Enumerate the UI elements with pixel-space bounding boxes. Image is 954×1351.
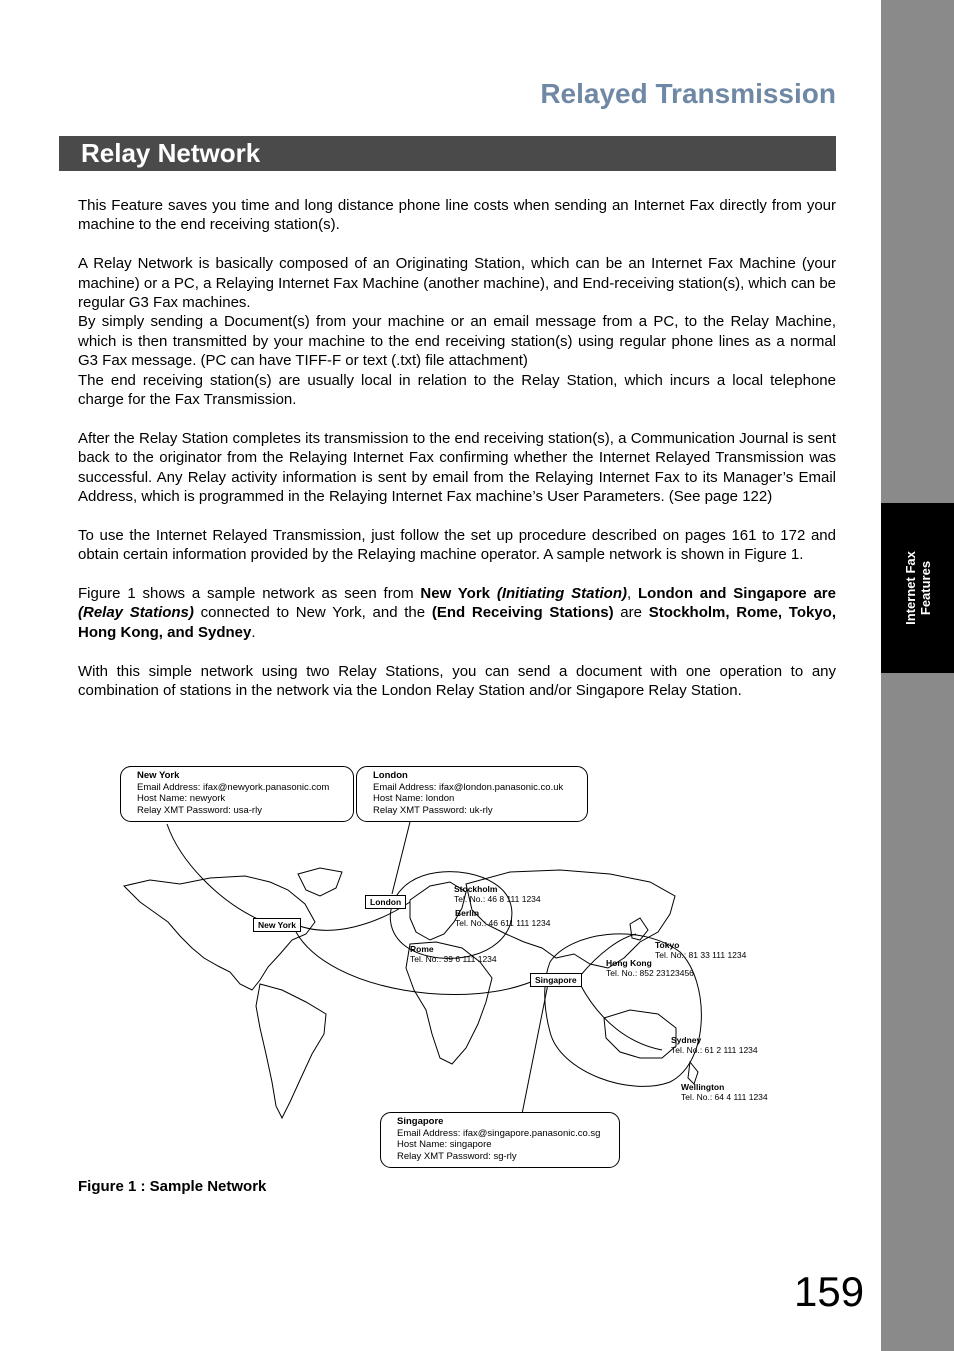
london-map-tag: London [365, 895, 406, 909]
page-number: 159 [794, 1268, 865, 1315]
north-america-outline [124, 876, 315, 990]
station-host: Host Name: singapore [397, 1139, 492, 1150]
city-berlin: Berlin Tel. No.: 46 611 111 1234 [455, 908, 551, 928]
chapter-tab-line1: Internet Fax [902, 551, 918, 625]
city-stockholm: Stockholm Tel. No.: 46 8 111 1234 [454, 884, 541, 904]
figure-caption: Figure 1 : Sample Network [78, 1178, 267, 1195]
city-hongkong: Hong Kong Tel. No.: 852 23123456 [606, 958, 694, 978]
city-rome: Rome Tel. No.: 39 6 111 1234 [410, 944, 497, 964]
station-email: Email Address: ifax@london.panasonic.co.uk [373, 781, 564, 793]
paragraph-2: A Relay Network is basically composed of an Originating Station, which can be an Internet Fax Machine (your machine) or a PC, a Relaying Internet Fax Machine (another machine), and End-receiving station(s), which can be regular G3 Fax machines. [78, 255, 836, 312]
london-station-box [356, 766, 588, 822]
ny-box-leader [167, 824, 260, 920]
south-america-outline [256, 984, 326, 1118]
sample-network-figure [110, 762, 800, 1172]
station-name: Singapore [397, 1116, 444, 1127]
australia-outline [604, 1010, 676, 1058]
city-tokyo: Tokyo Tel. No.: 81 33 111 1234 [655, 940, 747, 960]
section-title: Relay Network [81, 138, 261, 168]
side-bar [881, 0, 954, 1351]
greenland-outline [298, 868, 342, 896]
station-host: Host Name: london [373, 793, 455, 804]
chapter-tab[interactable] [881, 503, 954, 673]
station-host: Host Name: newyork [137, 793, 226, 804]
paragraph-4: The end receiving station(s) are usually local in relation to the Relay Station, which incurs a local telephone charge for the Fax Transmission. [78, 371, 836, 409]
paragraph-7: Figure 1 shows a sample network as seen from New York (Initiating Station), London and Singapore are (Relay Stations) connected to New York, and the (End Receiving Stations) are Stockholm, Rome, Tokyo, Hong Kong, and Sydney. [78, 585, 837, 641]
station-password: Relay XMT Password: sg-rly [397, 1150, 517, 1162]
chapter-tab-line2: Features [917, 560, 933, 616]
station-password: Relay XMT Password: usa-rly [137, 804, 262, 816]
singapore-sydney-link [580, 984, 662, 1050]
paragraph-3: By simply sending a Document(s) from your machine or an email message from a PC, to the Relay Machine, which is then transmitted by your machine to the end receiving station(s) using regular phone lines as a normal G3 Fax message. (PC can have TIFF-F or text (.txt) file attachment) [78, 313, 836, 370]
paragraph-8: With this simple network using two Relay Stations, you can send a document with one operation to any combination of stations in the network via the London Relay Station and/or Singapore Relay Station. [78, 662, 836, 700]
newyork-map-tag: New York [253, 918, 301, 932]
station-name: London [373, 770, 408, 781]
london-box-leader [392, 822, 410, 894]
page-header-title: Relayed Transmission [540, 78, 836, 109]
body-text [78, 196, 836, 700]
new-zealand-outline [688, 1062, 698, 1084]
world-map-diagram [110, 762, 800, 1172]
paragraph-5: After the Relay Station completes its transmission to the end receiving station(s), a Communication Journal is sent back to the originator from the Relaying Internet Fax confirming whether the Internet Relayed Transmission was successful. Any Relay activity information is sent by email from the Relaying Internet Fax to its Manager’s Email Address, which is programmed in the Relaying Internet Fax machine’s User Parameters. (See page 122) [78, 429, 836, 506]
section-bar [59, 136, 836, 171]
paragraph-1: This Feature saves you time and long distance phone line costs when sending an Internet Fax directly from your machine to the end receiving station(s). [78, 197, 836, 234]
newyork-station-box [120, 766, 354, 822]
station-email: Email Address: ifax@newyork.panasonic.com [137, 781, 330, 793]
city-sydney: Sydney Tel. No.: 61 2 111 1234 [671, 1035, 758, 1055]
city-wellington: Wellington Tel. No.: 64 4 111 1234 [681, 1082, 768, 1102]
station-name: New York [137, 770, 180, 781]
station-email: Email Address: ifax@singapore.panasonic.co.sg [397, 1127, 601, 1139]
singapore-station-box [380, 1112, 620, 1168]
singapore-box-leader [522, 984, 548, 1114]
paragraph-6: To use the Internet Relayed Transmission, just follow the set up procedure described on pages 161 to 172 and obtain certain information provided by the Relaying machine operator. A sample network is shown in Figure 1. [78, 526, 836, 564]
station-password: Relay XMT Password: uk-rly [373, 804, 493, 816]
singapore-map-tag: Singapore [530, 973, 582, 987]
